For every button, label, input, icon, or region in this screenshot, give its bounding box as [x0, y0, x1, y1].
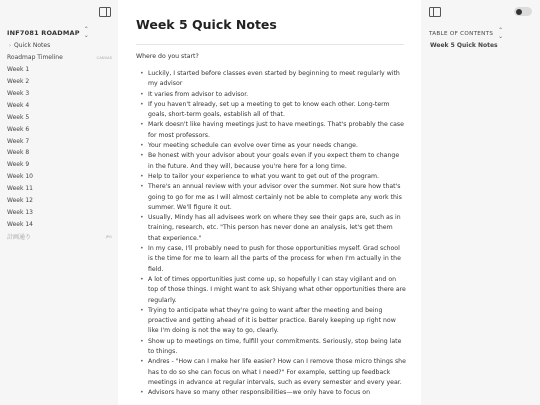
- nav-item-week-8[interactable]: [7, 147, 112, 159]
- list-item: • Trying to anticipate what they're going to want after the meeting and being proactive and getting ahead of it is better practice. Barely keeping up right now like I'm doing is not the way to go, clearly.: [136, 306, 406, 337]
- collapse-left-sidebar-icon[interactable]: [99, 7, 111, 17]
- list-item: • Be honest with your advisor about your goals even if you expect them to change in the future. And they will, because you're here for a long time.: [136, 151, 406, 172]
- list-item: • A lot of times opportunities just come up, so hopefully I can stay vigilant and on top of those things. I might want to ask Shiyang what other opportunities there are regularly.: [136, 275, 406, 306]
- nav-item-label: 計画通り: [7, 233, 32, 241]
- nav-item-label: Week 2: [7, 78, 30, 86]
- nav-item-roadmap-timeline[interactable]: [7, 52, 112, 64]
- nav-item-week-4[interactable]: [7, 99, 112, 111]
- nav-item-label: Week 5: [7, 113, 30, 121]
- list-item: • Luckily, I started before classes even started by beginning to meet regularly with my advisor: [136, 69, 406, 90]
- toggle-knob: [516, 9, 522, 15]
- nav-item-week-7[interactable]: [7, 135, 112, 147]
- nav-item-week-13[interactable]: [7, 206, 112, 218]
- nav-item-week-3[interactable]: [7, 88, 112, 100]
- nav-item-week-2[interactable]: [7, 76, 112, 88]
- list-item: • Usually, Mindy has all advisees work on where they see their gaps are, such as in training, research, etc. "This person has never done an analysis, let's get them that experience.": [136, 213, 406, 244]
- nav-item-label: Week 7: [7, 137, 30, 145]
- nav-item-label: Week 9: [7, 161, 30, 169]
- nav-item-week-10[interactable]: [7, 171, 112, 183]
- toc-title: TABLE OF CONTENTS: [429, 31, 494, 37]
- list-item: • In my case, I'll probably need to push for those opportunities myself. Grad school is the time for me to learn all the parts of the process for when I'm actually in the field.: [136, 244, 406, 275]
- nav-item-label: Week 14: [7, 220, 33, 228]
- list-item: • Show up to meetings on time, fulfill your commitments. Seriously, stop being late to things.: [136, 337, 406, 358]
- list-item: • Your meeting schedule can evolve over time as your needs change.: [136, 141, 406, 151]
- chevron-up-down-icon: ⌃ ⌄: [83, 26, 89, 39]
- nav-item-label: Week 8: [7, 149, 30, 157]
- nav-item-label: Quick Notes: [14, 42, 51, 50]
- nav-item-quick-notes[interactable]: [7, 40, 112, 52]
- nav-item-label: Week 10: [7, 173, 33, 181]
- list-item: • If you haven't already, set up a meeting to get to know each other. Long-term goals, short-term goals, establish all of that.: [136, 100, 406, 121]
- list-item: • Mark doesn't like having meetings just to have meetings. That's probably the case for most professors.: [136, 120, 406, 141]
- vault-switcher[interactable]: [7, 27, 89, 39]
- theme-toggle[interactable]: [514, 7, 532, 16]
- divider: [136, 44, 404, 45]
- file-type-badge: JPG: [105, 233, 112, 239]
- list-item: • Advisors have so many other responsibilities—we only have to focus on: [136, 388, 406, 398]
- nav-item-label: Week 3: [7, 90, 30, 97]
- nav-item-label: Week 12: [7, 197, 33, 205]
- list-item: • It varies from advisor to advisor.: [136, 90, 406, 100]
- nav-item-week-12[interactable]: [7, 195, 112, 207]
- nav-item-week-5[interactable]: [7, 111, 112, 123]
- note-question: Where do you start?: [136, 53, 199, 60]
- list-item: • Help to tailor your experience to what you want to get out of the program.: [136, 172, 406, 182]
- collapse-right-sidebar-icon[interactable]: [429, 7, 441, 17]
- table-of-contents-header[interactable]: [429, 28, 503, 40]
- nav-item-label: Week 4: [7, 101, 30, 109]
- left-sidebar: [0, 0, 118, 405]
- chevron-up-down-icon: ⌃ ⌄: [498, 27, 504, 40]
- file-explorer: [7, 40, 112, 242]
- bullet-list: [136, 69, 406, 399]
- nav-item-label: Week 1: [7, 66, 30, 74]
- nav-item-label: Roadmap Timeline: [7, 54, 63, 62]
- nav-item-week-6[interactable]: [7, 123, 112, 135]
- nav-item-week-9[interactable]: [7, 159, 112, 171]
- nav-item-week-1[interactable]: [7, 64, 112, 76]
- nav-item-label: Week 6: [7, 125, 30, 133]
- page-title: Week 5 Quick Notes: [136, 17, 277, 32]
- nav-item-image-file[interactable]: [7, 230, 112, 242]
- nav-item-label: Week 11: [7, 185, 33, 193]
- nav-item-label: Week 13: [7, 208, 33, 216]
- toc-item[interactable]: Week 5 Quick Notes: [430, 42, 498, 49]
- right-sidebar: [421, 0, 540, 405]
- nav-item-week-14[interactable]: [7, 218, 112, 230]
- chevron-right-icon: ›: [9, 43, 11, 50]
- list-item: • There's an annual review with your advisor over the summer. Not sure how that's going to go for me as I will almost certainly not be able to complete any work this summer. We'll figure it out.: [136, 182, 406, 213]
- vault-name: INF7081 ROADMAP: [7, 29, 80, 37]
- list-item: • Andres - "How can I make her life easier? How can I remove those micro things she has to do so she can focus on what I need?" For example, setting up feedback meetings in advance at regular intervals, such as every semester and every year.: [136, 357, 406, 388]
- nav-item-week-11[interactable]: [7, 183, 112, 195]
- file-type-badge: CANVAS: [96, 55, 112, 61]
- note-editor[interactable]: [118, 0, 421, 405]
